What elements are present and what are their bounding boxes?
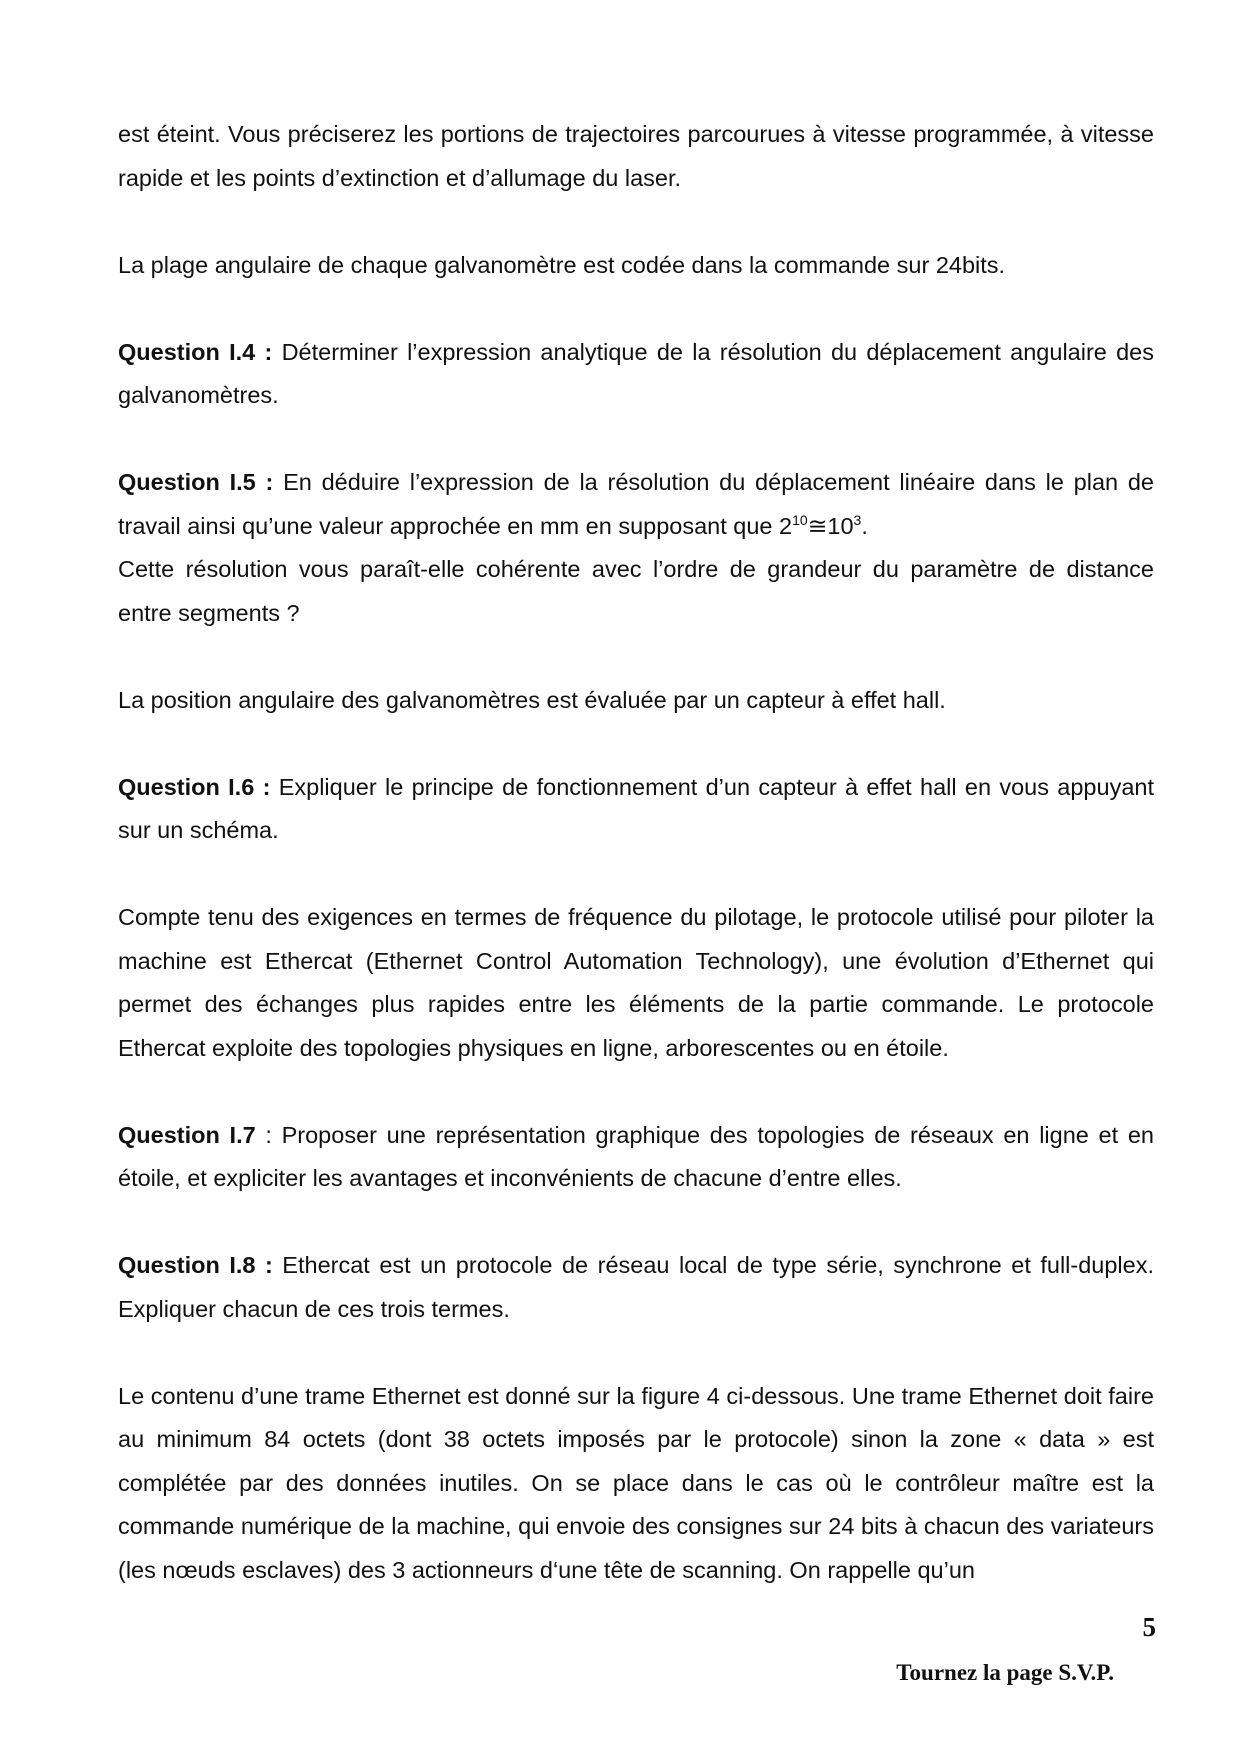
question-i7: [118, 1114, 1154, 1201]
page-number: 5: [1142, 1612, 1156, 1642]
turn-page-note: Tournez la page S.V.P.: [896, 1660, 1114, 1685]
question-i8-text: Ethercat est un protocole de réseau local de type série, synchrone et full-duplex. Expliquer chacun de ces trois termes.: [118, 1252, 1154, 1322]
paragraph-ethercat: Compte tenu des exigences en termes de fréquence du pilotage, le protocole utilisé pour piloter la machine est Ethercat (Ethernet Control Automation Technology), une évolution d’Ethernet qui permet des échanges plus rapides entre les éléments de la partie commande. Le protocole Ethercat exploite des topologies physiques en ligne, arborescentes ou en étoile.: [118, 904, 1154, 1061]
question-i6-label: Question I.6 :: [118, 773, 271, 800]
question-i6: [118, 766, 1154, 853]
question-i5-line1: [118, 461, 1154, 548]
question-i5-label: Question I.5 :: [118, 469, 274, 495]
question-i8: [118, 1244, 1154, 1331]
exponent-3: 3: [853, 511, 862, 528]
question-i4-text: Déterminer l’expression analytique de la résolution du déplacement angulaire des galvanomètres.: [118, 338, 1155, 408]
question-i5-line2: Cette résolution vous paraît-elle cohérente avec l’ordre de grandeur du paramètre de distance entre segments ?: [118, 556, 1154, 626]
question-i5-end: .: [861, 512, 868, 539]
question-i5-text: En déduire l’expression de la résolution du déplacement linéaire dans le plan de travail ainsi qu’une valeur approchée en mm en supposant que 2: [118, 469, 1154, 539]
question-i4: [118, 331, 1154, 418]
exponent-10: 10: [792, 511, 808, 528]
question-i7-label: Question I.7: [118, 1121, 256, 1148]
paragraph-hall-sensor: La position angulaire des galvanomètres est évaluée par un capteur à effet hall.: [118, 686, 946, 713]
question-i4-label: Question I.4 :: [118, 338, 273, 365]
approx-symbol-ten: ≅10: [807, 512, 854, 539]
question-i6-text: Expliquer le principe de fonctionnement d’un capteur à effet hall en vous appuyant sur un schéma.: [118, 773, 1154, 843]
paragraph-ethernet-frame: Le contenu d’une trame Ethernet est donné sur la figure 4 ci-dessous. Une trame Ethernet doit faire au minimum 84 octets (dont 38 octets imposés par le protocole) sinon la zone « data » est complétée par des données inutiles. On se place dans le cas où le contrôleur maître est la commande numérique de la machine, qui envoie des consignes sur 24 bits à chacun des variateurs (les nœuds esclaves) des 3 actionneurs d‘une tête de scanning. On rappelle qu’un: [118, 1382, 1154, 1583]
question-i7-text: : Proposer une représentation graphique des topologies de réseaux en ligne et en étoile, et expliciter les avantages et inconvénients de chacune d’entre elles.: [118, 1121, 1154, 1191]
document-body: [118, 113, 1154, 1592]
paragraph-laser-trajectories: est éteint. Vous préciserez les portions de trajectoires parcourues à vitesse programmée, à vitesse rapide et les points d’extinction et d’allumage du laser.: [118, 121, 1154, 191]
question-i8-label: Question I.8 :: [118, 1252, 273, 1278]
question-i5: [118, 461, 1154, 635]
paragraph-angular-range: La plage angulaire de chaque galvanomètre est codée dans la commande sur 24bits.: [118, 251, 1006, 278]
